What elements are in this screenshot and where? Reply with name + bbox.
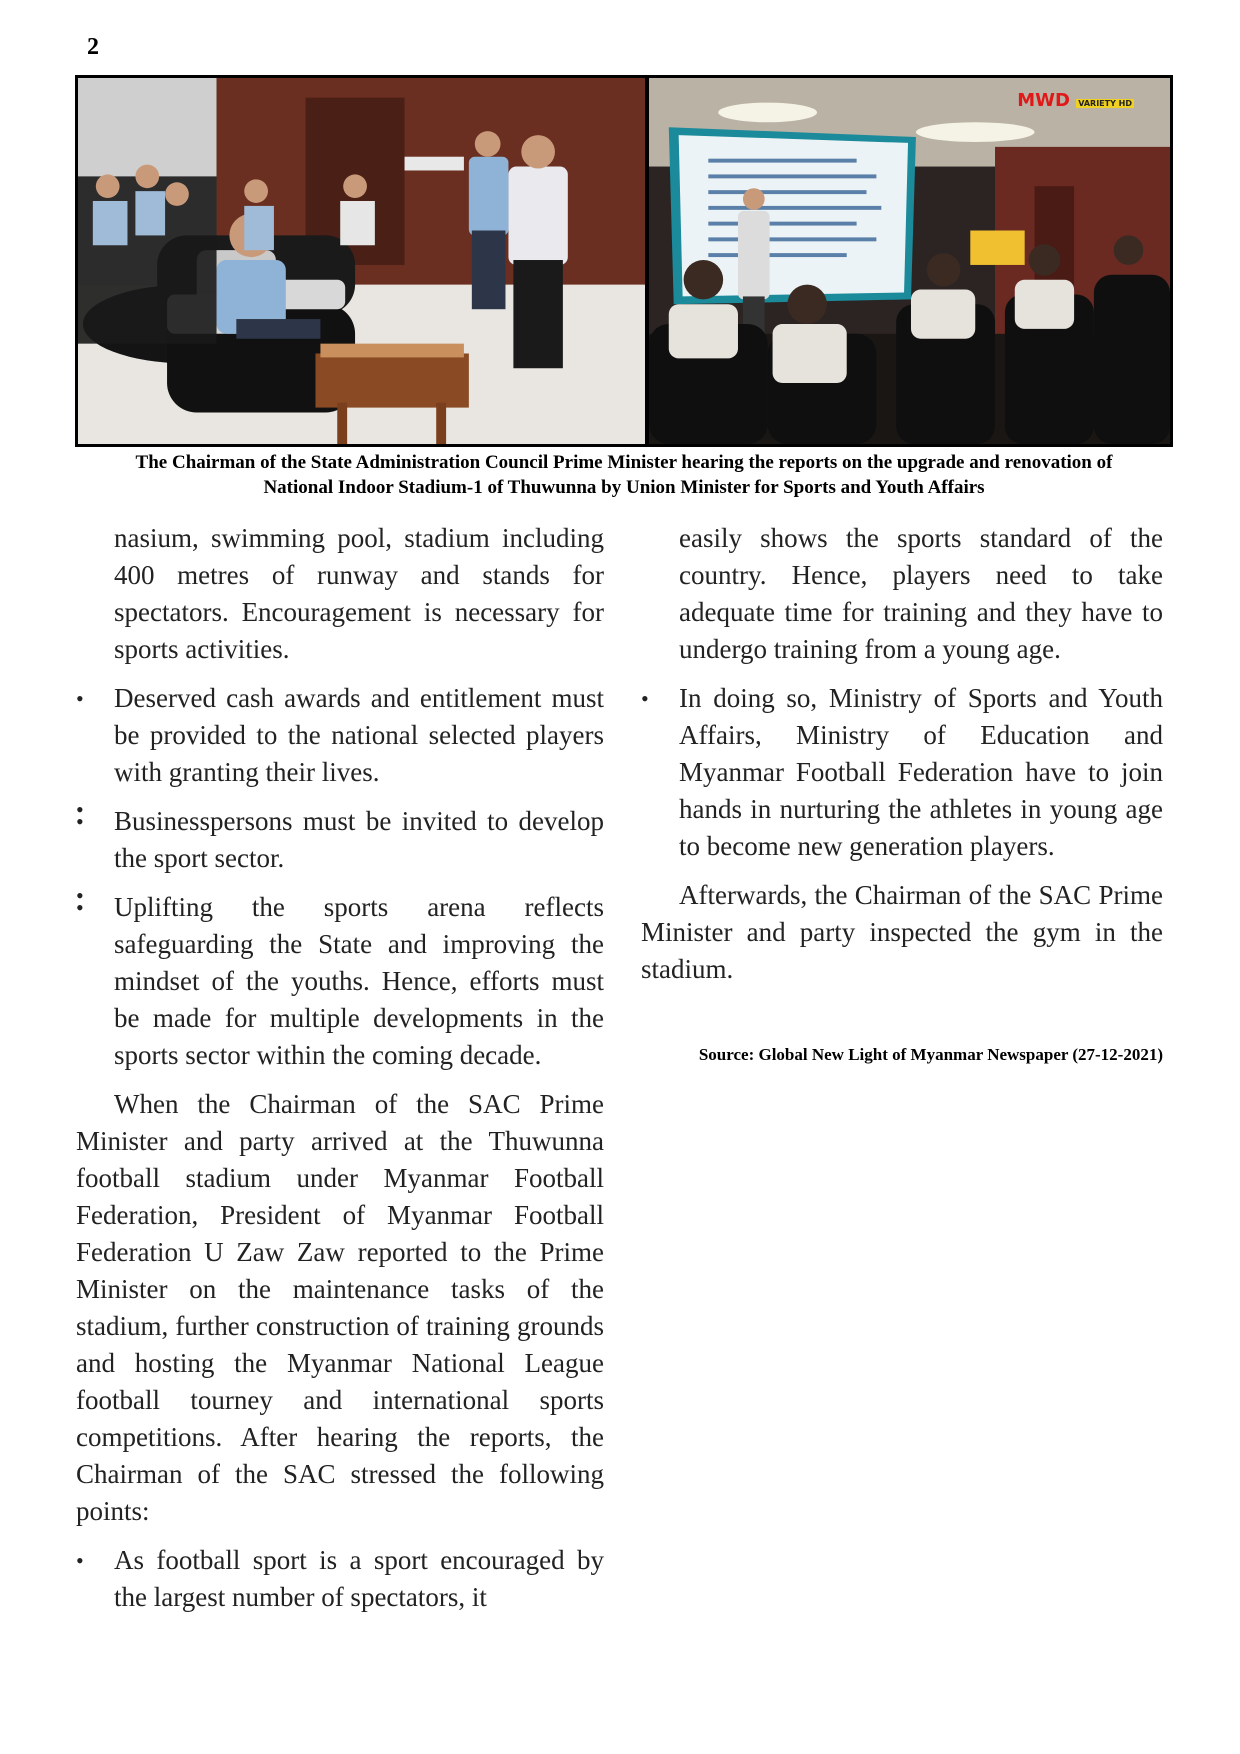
bullet-list — [76, 680, 604, 1074]
presentation-hall-photo — [646, 75, 1173, 447]
bullet-item: • In doing so, Ministry of Sports and Youth Affairs, Ministry of Education and Myanmar Football Federation have to join hands in nurturing the athletes in young age to become new generation players. — [641, 680, 1163, 865]
closing-paragraph: Afterwards, the Chairman of the SAC Prime Minister and party inspected the gym in the stadium. — [641, 880, 1163, 984]
article-right-column — [641, 520, 1163, 1066]
watermark-sub: VARIETY HD — [1078, 99, 1132, 108]
watermark-main: MWD — [1017, 90, 1070, 111]
continued-paragraph: nasium, swimming pool, stadium including 400 metres of runway and stands for spectators. Encouragement is necessary for sports activities. — [114, 523, 604, 664]
bullet-item: • As football sport is a sport encouraged by the largest number of spectators, it — [76, 1542, 604, 1616]
page-number: 2 — [87, 34, 99, 60]
article-left-column — [76, 520, 604, 1616]
bullet-item: • Businesspersons must be invited to develop the sport sector. — [76, 803, 604, 877]
bullet-list — [641, 680, 1163, 865]
photo-caption — [75, 450, 1173, 500]
bullet-item: • Deserved cash awards and entitlement must be provided to the national selected players with granting their lives. — [76, 680, 604, 791]
continued-paragraph: easily shows the sports standard of the country. Hence, players need to take adequate time for training and they have to undergo training from a young age. — [679, 523, 1163, 664]
spacer — [76, 791, 604, 803]
tv-watermark-logo — [1017, 90, 1134, 111]
body-paragraph: When the Chairman of the SAC Prime Minister and party arrived at the Thuwunna football stadium under Myanmar Football Federation, President of Myanmar Football Federation U Zaw Zaw reported to the Prime Minister on the maintenance tasks of the stadium, further construction of training grounds and hosting the Myanmar National League football tourney and international sports competitions. After hearing the reports, the Chairman of the SAC stressed the following points: — [76, 1089, 604, 1526]
meeting-room-photo — [75, 75, 648, 447]
source-credit: Source: Global New Light of Myanmar Newspaper (27-12-2021) — [698, 1045, 1163, 1064]
bullet-list — [76, 1542, 604, 1616]
spacer — [76, 877, 604, 889]
photo-strip — [75, 75, 1173, 447]
caption-line-1: The Chairman of the State Administration Council Prime Minister hearing the reports on the upgrade and renovation of — [135, 452, 1113, 473]
caption-line-2: National Indoor Stadium-1 of Thuwunna by Union Minister for Sports and Youth Affairs — [263, 477, 985, 498]
bullet-item: • Uplifting the sports arena reflects safeguarding the State and improving the mindset of the youths. Hence, efforts must be made for multiple developments in the sports sector within the coming decade. — [76, 889, 604, 1074]
